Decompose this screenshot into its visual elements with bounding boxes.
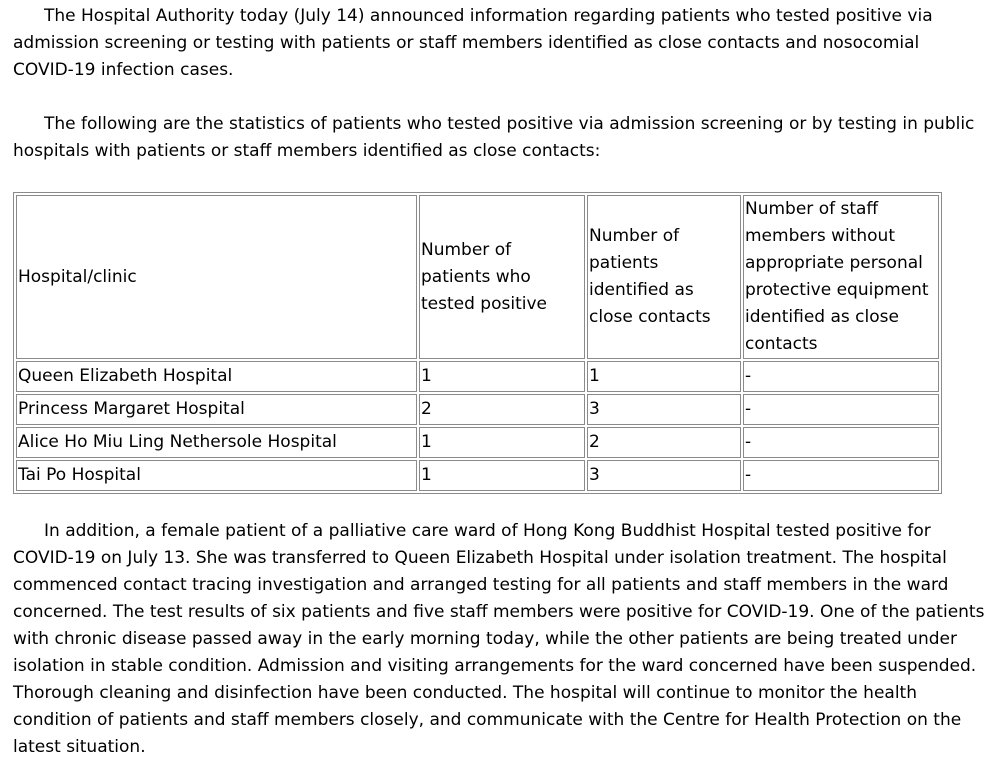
patients-positive-cell: 2: [419, 394, 585, 425]
stats-intro-paragraph: The following are the statistics of patients who tested positive via admission screening or by testing in public hospitals with patients or staff members identified as close contacts:: [13, 114, 975, 161]
table-row: [16, 361, 939, 392]
table-row: [16, 427, 939, 458]
addition-paragraph: In addition, a female patient of a palliative care ward of Hong Kong Buddhist Hospital tested positive for COVID-19 on July 13. She was transferred to Queen Elizabeth Hospital under isolation treatment. The hospital commenced contact tracing investigation and arranged testing for all patients and staff members in the ward concerned. The test results of six patients and five staff members were positive for COVID-19. One of the patients with chronic disease passed away in the early morning today, while the other patients are being treated under isolation in stable condition. Admission and visiting arrangements for the ward concerned have been suspended. Thorough cleaning and disinfection have been conducted. The hospital will continue to monitor the health condition of patients and staff members closely, and communicate with the Centre for Health Protection on the latest situation.: [13, 521, 985, 757]
staff-contacts-cell: -: [743, 394, 939, 425]
hospital-name-cell: Princess Margaret Hospital: [16, 394, 417, 425]
patients-positive-cell: 1: [419, 427, 585, 458]
table-row: [16, 394, 939, 425]
hospital-name-cell: Queen Elizabeth Hospital: [16, 361, 417, 392]
header-patients-close-contacts: Number of patients identified as close contacts: [587, 195, 741, 359]
statistics-table-wrapper: [13, 192, 985, 494]
staff-contacts-cell: -: [743, 427, 939, 458]
staff-contacts-cell: -: [743, 361, 939, 392]
hospital-name-cell: Tai Po Hospital: [16, 460, 417, 491]
table-row: [16, 460, 939, 491]
patients-positive-cell: 1: [419, 460, 585, 491]
patients-contacts-cell: 3: [587, 460, 741, 491]
staff-contacts-cell: -: [743, 460, 939, 491]
hospital-name-cell: Alice Ho Miu Ling Nethersole Hospital: [16, 427, 417, 458]
table-header-row: [16, 195, 939, 359]
press-release-body: [13, 3, 985, 761]
header-patients-tested-positive: Number of patients who tested positive: [419, 195, 585, 359]
header-hospital-clinic: Hospital/clinic: [16, 195, 417, 359]
patients-positive-cell: 1: [419, 361, 585, 392]
patients-contacts-cell: 1: [587, 361, 741, 392]
patients-contacts-cell: 2: [587, 427, 741, 458]
intro-paragraph: The Hospital Authority today (July 14) announced information regarding patients who tested positive via admission screening or testing with patients or staff members identified as close contacts and nosocomial COVID-19 infection cases.: [13, 6, 933, 80]
header-staff-close-contacts: Number of staff members without appropriate personal protective equipment identified as close contacts: [743, 195, 939, 359]
patients-contacts-cell: 3: [587, 394, 741, 425]
statistics-table: [13, 192, 942, 494]
